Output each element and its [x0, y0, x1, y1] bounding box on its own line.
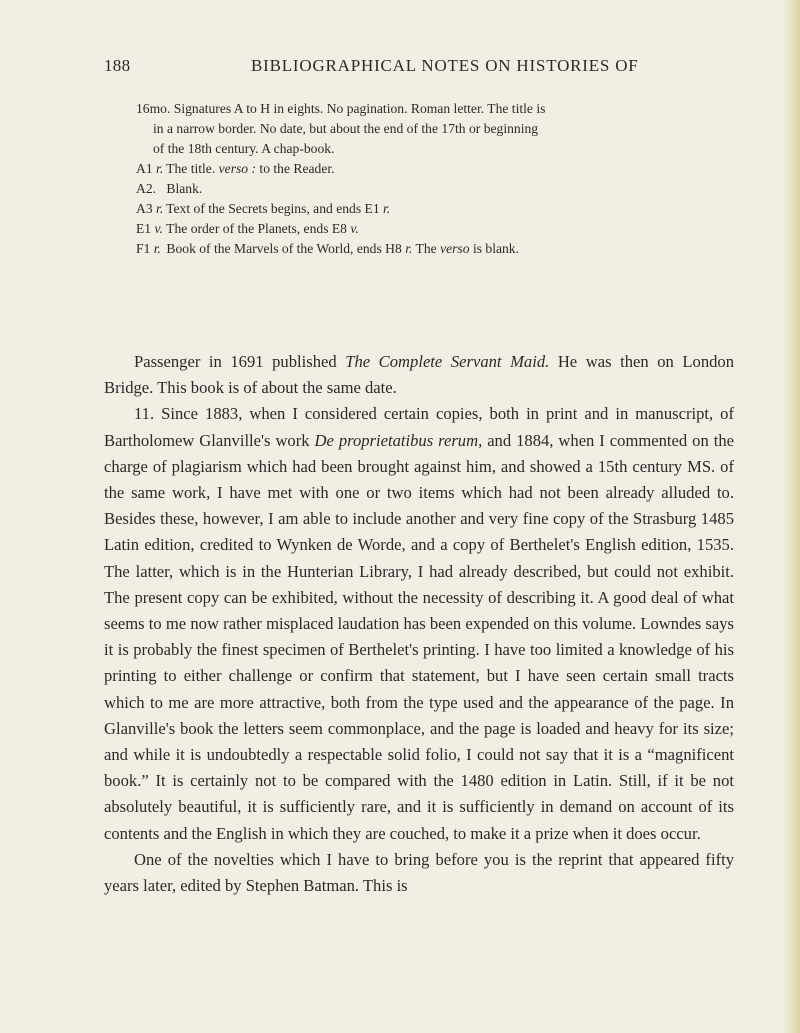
collation-text: Blank. [166, 181, 203, 196]
page-number: 188 [104, 56, 131, 75]
paragraph: One of the novelties which I have to bring before you is the reprint that appeared fifty years later, edited by Stephen Batman. This is [104, 849, 734, 896]
notes-line: of the 18th century. A chap-book. [153, 141, 335, 156]
collation-item [136, 179, 736, 199]
collation-text: Book of the Marvels of the World, ends H8 [166, 241, 402, 256]
collation-text: Text of the Secrets begins, and ends E1 [166, 201, 380, 216]
collation-text: The order of the Planets, ends E8 [166, 221, 347, 236]
bibliographic-notes [136, 99, 736, 259]
collation-ref: E1 v. [136, 221, 163, 236]
body-text [104, 349, 734, 899]
book-title: De proprietatibus rerum, [314, 430, 483, 450]
running-head: BIBLIOGRAPHICAL NOTES ON HISTORIES OF [251, 56, 639, 75]
page-edge-shading [782, 0, 800, 1033]
collation-ref: A1 r. [136, 161, 164, 176]
book-title: The Complete Servant Maid. [345, 352, 550, 371]
notes-line: in a narrow border. No date, but about the end of the 17th or beginning [153, 121, 539, 136]
collation-item [136, 199, 736, 219]
collation-text: The title. [166, 161, 216, 176]
end-side: r. [405, 241, 413, 256]
verso-text: verso [440, 241, 470, 256]
paragraph: 11. Since 1883, when I considered certain copies, both in print and in manuscript, of Bartholomew Glanville's work De proprietatibus rerum, and 1884, when I commented on the charge of plagiarism which had been brought against him, and showed a 15th century MS. of the same work, I have met with one or two items which had not been already alluded to. Besides these, however, I am able to include another and very fine copy of the Strasburg 1485 Latin edition, credited to Wynken de Worde, and a copy of Berthelet's English edition, 1535. The latter, which is in the Hunterian Library, I had already described, but could not exhibit. The present copy can be exhibited, without the necessity of describing it. A good deal of what seems to me now rather misplaced laudation has been expended on this volume. Lowndes says it is probably the finest specimen of Berthelet's printing. I have too limited a knowledge of his printing to either challenge or confirm that statement, but I have seen certain small tracts which to me are more attractive, both from the type used and the appearance of the page. In Glanville's book the letters seem commonplace, and the page is loaded and heavy for its size; and while it is undoubtedly a respectable solid folio, I could not say that it is a “magnificent book.” It is certainly not to be compared with the 1480 edition in Latin. Still, if it be not absolutely beautiful, it is sufficiently rare, and it is sufficiently in demand on account of its contents and the English in which they are couched, to make it a prize when it does occur. [104, 404, 734, 843]
collation-ref: A2. [136, 181, 157, 196]
paragraph: Passenger in 1691 published The Complete Servant Maid. He was then on London Bridge. This book is of about the same date. [104, 352, 735, 398]
page-header [104, 56, 718, 80]
collation-ref: F1 r. [136, 241, 161, 256]
collation-item [136, 239, 736, 259]
end-side: v. [350, 221, 359, 236]
collation-item [136, 159, 736, 179]
end-side: r. [383, 201, 391, 216]
verso-label: verso : [218, 161, 257, 176]
collation-ref: A3 r. [136, 201, 164, 216]
verso-tail: is blank. [472, 241, 520, 256]
notes-line: 16mo. Signatures A to H in eights. No pagination. Roman letter. The title is [136, 101, 546, 116]
verso-text: to the Reader. [259, 161, 335, 176]
verso-label: The [415, 241, 437, 256]
collation-item [136, 219, 736, 239]
